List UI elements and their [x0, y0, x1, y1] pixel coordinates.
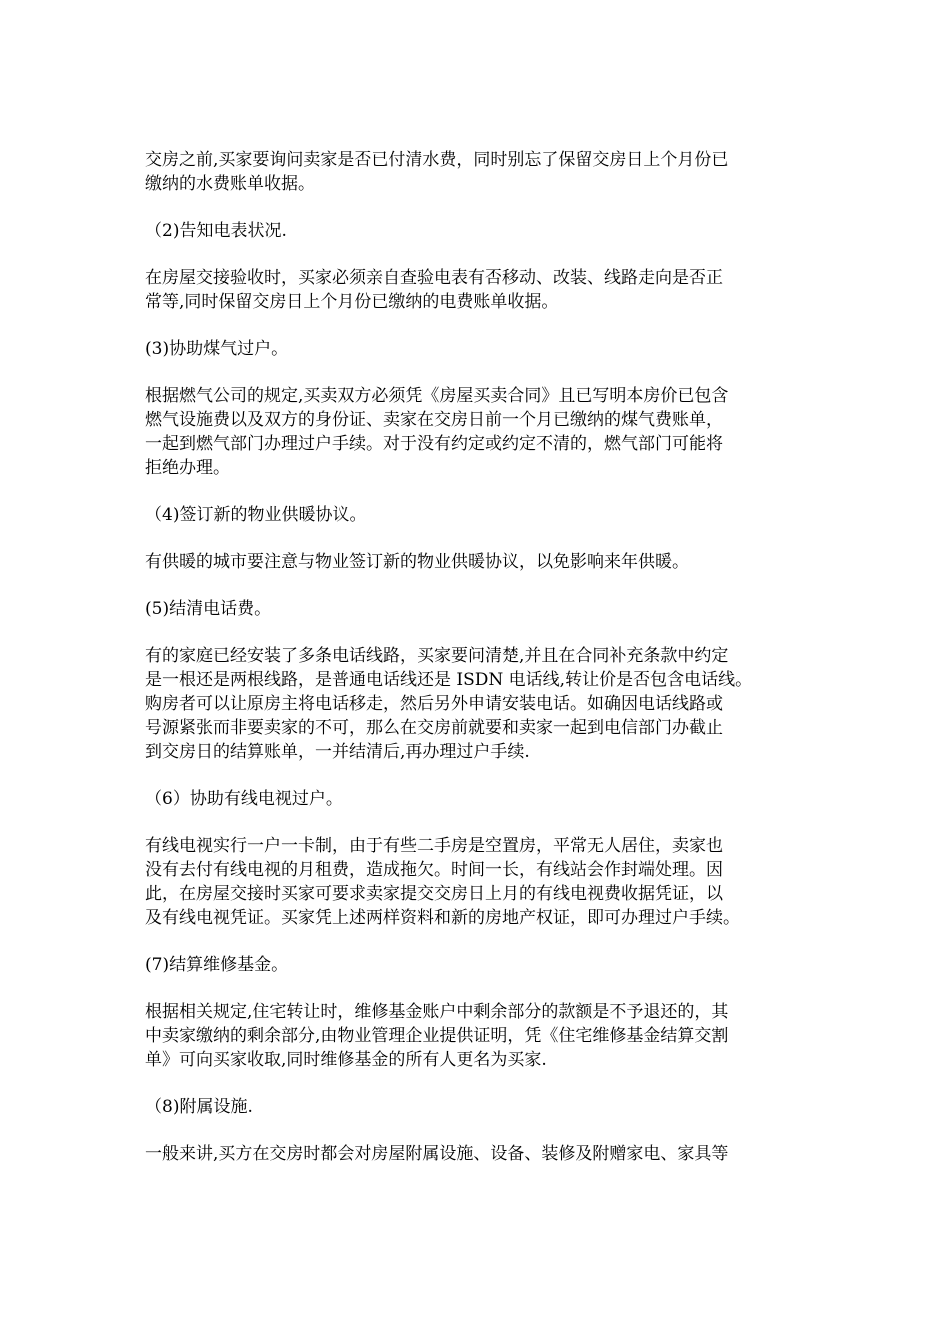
text-line: 一般来讲,买方在交房时都会对房屋附属设施、设备、装修及附赠家电、家具等: [145, 1144, 729, 1164]
document-page: [145, 148, 825, 1189]
heading-text: (7)结算维修基金。: [145, 955, 289, 975]
paragraph-maintenance-fund: [145, 1000, 825, 1072]
section-heading-cable-tv: [145, 787, 825, 811]
text-line: 中卖家缴纳的剩余部分,由物业管理企业提供证明，凭《住宅维修基金结算交割: [145, 1026, 729, 1046]
section-heading-heating-agreement: [145, 503, 825, 527]
heading-text: (3)协助煤气过户。: [145, 339, 289, 359]
heading-text: （2)告知电表状况.: [145, 221, 287, 241]
paragraph-cable-tv: [145, 834, 825, 930]
text-line: 有供暖的城市要注意与物业签订新的物业供暖协议，以免影响来年供暖。: [145, 552, 689, 572]
text-line: 交房之前,买家要询问卖家是否已付清水费，同时别忘了保留交房日上个月份已: [145, 150, 729, 170]
text-line: 常等,同时保留交房日上个月份已缴纳的电费账单收据。: [145, 292, 559, 312]
heading-text: （6）协助有线电视过户。: [145, 789, 343, 809]
section-heading-maintenance-fund: [145, 953, 825, 977]
section-heading-phone-fee: [145, 597, 825, 621]
text-line: 到交房日的结算账单，一并结清后,再办理过户手续.: [145, 742, 530, 762]
section-heading-ancillary-facilities: [145, 1095, 825, 1119]
text-line: 有的家庭已经安装了多条电话线路，买家要问清楚,并且在合同补充条款中约定: [145, 646, 729, 666]
paragraph-heating-agreement: [145, 550, 825, 574]
text-line: 有线电视实行一户一卡制，由于有些二手房是空置房，平常无人居住，卖家也: [145, 836, 723, 856]
text-line: 拒绝办理。: [145, 458, 230, 478]
text-line: 号源紧张而非要卖家的不可，那么在交房前就要和卖家一起到电信部门办截止: [145, 718, 723, 738]
text-line: 单》可向买家收取,同时维修基金的所有人更名为买家.: [145, 1050, 547, 1070]
text-line: 及有线电视凭证。买家凭上述两样资料和新的房地产权证，即可办理过户手续。: [145, 908, 740, 928]
paragraph-gas-transfer: [145, 384, 825, 480]
text-line: 此，在房屋交接时买家可要求卖家提交交房日上月的有线电视费收据凭证，以: [145, 884, 723, 904]
paragraph-water-fee: [145, 148, 825, 196]
text-line: 购房者可以让原房主将电话移走，然后另外申请安装电话。如确因电话线路或: [145, 694, 723, 714]
heading-text: （8)附属设施.: [145, 1097, 253, 1117]
paragraph-ancillary-facilities: [145, 1142, 825, 1166]
section-heading-electric-meter: [145, 219, 825, 243]
text-line: 没有去付有线电视的月租费，造成拖欠。时间一长，有线站会作封端处理。因: [145, 860, 723, 880]
heading-text: (5)结清电话费。: [145, 599, 272, 619]
text-line: 根据燃气公司的规定,买卖双方必须凭《房屋买卖合同》且已写明本房价已包含: [145, 386, 729, 406]
text-line: 在房屋交接验收时，买家必须亲自查验电表有否移动、改装、线路走向是否正: [145, 268, 723, 288]
text-line: 是一根还是两根线路，是普通电话线还是 ISDN 电话线,转让价是否包含电话线。: [145, 670, 753, 690]
text-line: 燃气设施费以及双方的身份证、卖家在交房日前一个月已缴纳的煤气费账单，: [145, 410, 723, 430]
heading-text: （4)签订新的物业供暖协议。: [145, 505, 367, 525]
section-heading-gas-transfer: [145, 337, 825, 361]
paragraph-phone-fee: [145, 644, 825, 764]
text-line: 缴纳的水费账单收据。: [145, 174, 315, 194]
text-line: 根据相关规定,住宅转让时，维修基金账户中剩余部分的款额是不予退还的，其: [145, 1002, 729, 1022]
text-line: 一起到燃气部门办理过户手续。对于没有约定或约定不清的，燃气部门可能将: [145, 434, 723, 454]
paragraph-electric-meter: [145, 266, 825, 314]
